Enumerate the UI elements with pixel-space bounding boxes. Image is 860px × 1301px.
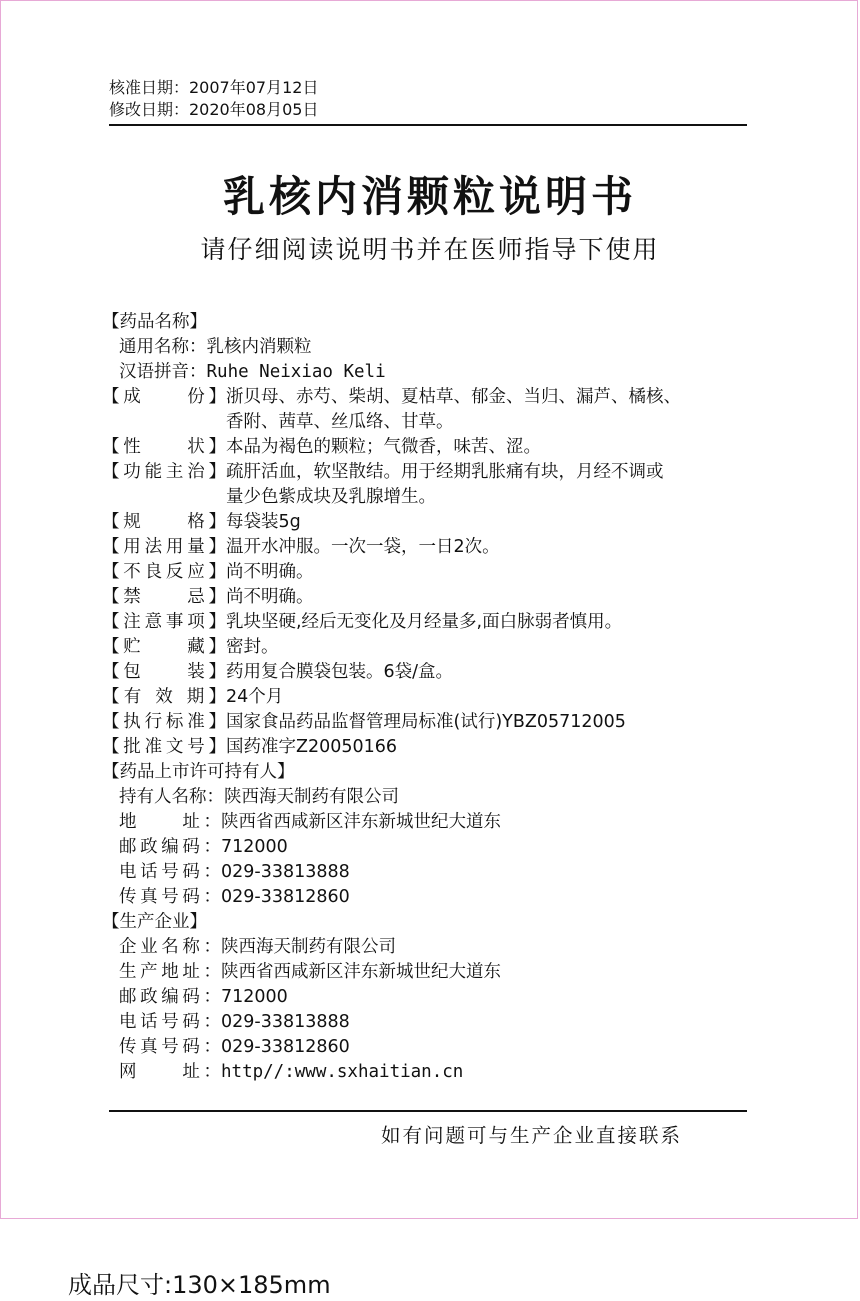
mfr-postcode-value: 712000: [221, 987, 288, 1007]
mfr-address-label: 生产地址：: [119, 962, 221, 982]
adverse-label: 【不良反应】: [102, 562, 226, 582]
package-label: 【包 装】: [102, 662, 226, 682]
mfr-fax-row: [119, 1035, 350, 1060]
package-value: 药用复合膜袋包装。6袋/盒。: [226, 662, 454, 682]
pinyin-label: 汉语拼音：: [119, 362, 207, 382]
composition-label: 【成 份】: [102, 387, 226, 407]
holder-name-row: [119, 785, 399, 810]
contact-note: 如有问题可与生产企业直接联系: [381, 1124, 683, 1147]
mfr-phone-label: 电话号码：: [119, 1012, 221, 1032]
holder-phone-label: 电话号码：: [119, 862, 221, 882]
holder-postcode-label: 邮政编码：: [119, 837, 221, 857]
storage-label: 【贮 藏】: [102, 637, 226, 657]
precautions-label: 【注意事项】: [102, 612, 226, 632]
precautions-value: 乳块坚硬,经后无变化及月经量多,面白脉弱者慎用。: [226, 612, 623, 632]
mfr-address-row: [119, 960, 501, 985]
validity-value: 24个月: [226, 687, 284, 707]
composition-value-2: 香附、茜草、丝瓜络、甘草。: [226, 412, 454, 432]
finished-size-note: 成品尺寸:130×185mm: [68, 1271, 331, 1299]
manufacturer-heading: 【生产企业】: [102, 912, 207, 932]
holder-phone-row: [119, 860, 350, 885]
composition-value-1: 浙贝母、赤芍、柴胡、夏枯草、郁金、当归、漏芦、橘核、: [226, 387, 681, 407]
holder-address-row: [119, 810, 501, 835]
adverse-value: 尚不明确。: [226, 562, 314, 582]
mfr-name-row: [119, 935, 396, 960]
holder-name-label: 持有人名称：: [119, 787, 224, 807]
holder-address-value: 陕西省西咸新区沣东新城世纪大道东: [221, 812, 501, 832]
holder-postcode-row: [119, 835, 288, 860]
holder-phone-value: 029-33813888: [221, 862, 350, 882]
revision-date: 修改日期：2020年08月05日: [109, 100, 319, 119]
standard-label: 【执行标准】: [102, 712, 226, 732]
validity-label: 【有 效 期】: [102, 687, 226, 707]
page-subtitle: 请仔细阅读说明书并在医师指导下使用: [200, 235, 660, 264]
mfr-postcode-label: 邮政编码：: [119, 987, 221, 1007]
mfr-fax-value: 029-33812860: [221, 1037, 350, 1057]
standard-value: 国家食品药品监督管理局标准(试行)YBZ05712005: [226, 712, 626, 732]
character-label: 【性 状】: [102, 437, 226, 457]
holder-address-label: 地 址：: [119, 812, 221, 832]
mfr-website-value: http//:www.sxhaitian.cn: [221, 1062, 464, 1082]
mfr-phone-value: 029-33813888: [221, 1012, 350, 1032]
indications-value-1: 疏肝活血，软坚散结。用于经期乳胀痛有块，月经不调或: [226, 462, 664, 482]
mfr-address-value: 陕西省西咸新区沣东新城世纪大道东: [221, 962, 501, 982]
dosage-label: 【用法用量】: [102, 537, 226, 557]
spec-value: 每袋装5g: [226, 512, 301, 532]
indications-value-2: 量少色紫成块及乳腺增生。: [226, 487, 436, 507]
pinyin-value: Ruhe Neixiao Keli: [206, 362, 386, 382]
spec-label: 【规 格】: [102, 512, 226, 532]
mfr-fax-label: 传真号码：: [119, 1037, 221, 1057]
holder-fax-value: 029-33812860: [221, 887, 350, 907]
storage-value: 密封。: [226, 637, 279, 657]
approval-date: 核准日期：2007年07月12日: [109, 78, 319, 97]
character-value: 本品为褐色的颗粒；气微香，味苦、涩。: [226, 437, 541, 457]
mfr-name-label: 企业名称：: [119, 937, 221, 957]
holder-fax-label: 传真号码：: [119, 887, 221, 907]
drug-name-heading: 【药品名称】: [102, 312, 207, 332]
date-block: [109, 77, 318, 121]
approval-no-label: 【批准文号】: [102, 737, 226, 757]
mfr-name-value: 陕西海天制药有限公司: [221, 937, 396, 957]
holder-postcode-value: 712000: [221, 837, 288, 857]
mfr-postcode-row: [119, 985, 288, 1010]
holder-fax-row: [119, 885, 350, 910]
indications-label: 【功能主治】: [102, 462, 226, 482]
pinyin-row: [119, 360, 386, 385]
mfr-website-row: [119, 1060, 463, 1085]
dosage-value: 温开水冲服。一次一袋，一日2次。: [226, 537, 500, 557]
mfr-phone-row: [119, 1010, 350, 1035]
approval-no-value: 国药准字Z20050166: [226, 737, 398, 757]
contra-label: 【禁 忌】: [102, 587, 226, 607]
mfr-website-label: 网 址：: [119, 1062, 221, 1082]
contra-value: 尚不明确。: [226, 587, 314, 607]
page-title: 乳核内消颗粒说明书: [222, 172, 637, 221]
generic-name-label: 通用名称：: [119, 337, 207, 357]
generic-name-value: 乳核内消颗粒: [206, 337, 312, 357]
holder-name-value: 陕西海天制药有限公司: [224, 787, 399, 807]
generic-name-row: [119, 335, 312, 360]
holder-heading: 【药品上市许可持有人】: [102, 762, 295, 782]
top-divider: [109, 124, 747, 126]
bottom-divider: [109, 1110, 747, 1112]
